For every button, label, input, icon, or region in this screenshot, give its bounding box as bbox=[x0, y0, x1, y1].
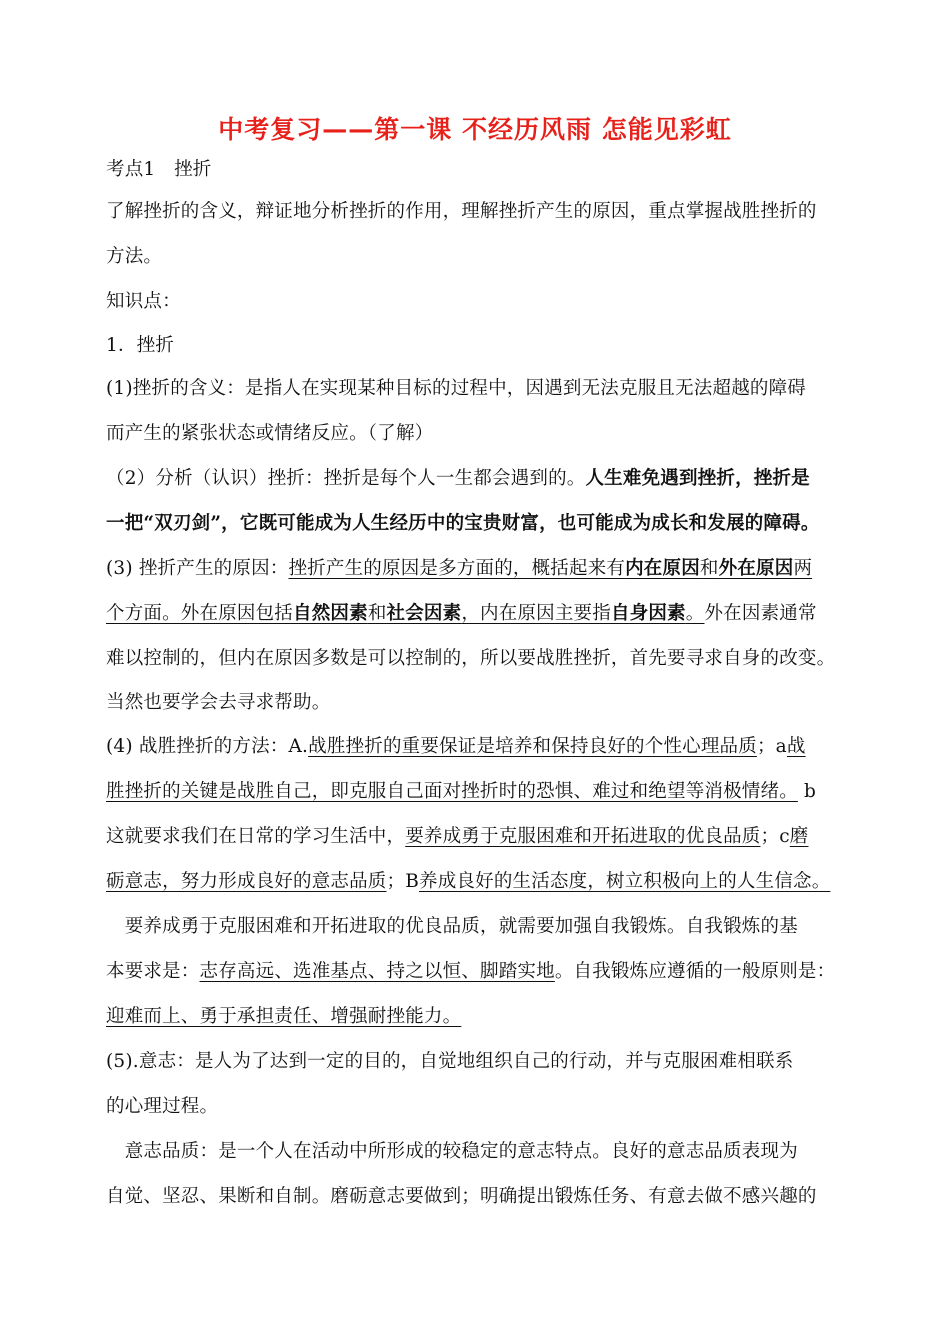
s4-line-4 bbox=[106, 869, 866, 895]
s2-bold-text: 人生难免遇到挫折，挫折是 bbox=[585, 468, 810, 489]
p5-line-1: 要养成勇于克服困难和开拓进取的优良品质，就需要加强自我锻炼。自我锻炼的基 bbox=[106, 916, 798, 937]
s3-line-1 bbox=[106, 556, 866, 582]
s3-line-4: 当然也要学会去寻求帮助。 bbox=[106, 692, 331, 713]
s4-line-1 bbox=[106, 734, 866, 760]
s3-l2-text-h: 外在因素通常 bbox=[704, 603, 817, 624]
s3-two: 两 bbox=[793, 558, 813, 579]
s3-l2-text-a: 个方面。外在原因包括 bbox=[106, 603, 294, 624]
s3-bold-social: 社会因素 bbox=[386, 603, 462, 624]
intro-line-1: 了解挫折的含义，辩证地分析挫折的作用，理解挫折产生的原因，重点掌握战胜挫折的 bbox=[106, 201, 817, 222]
s3-and: 和 bbox=[699, 558, 719, 579]
s1-line-1: (1)挫折的含义：是指人在实现某种目标的过程中，因遇到无法克服且无法超越的障碍 bbox=[106, 378, 807, 399]
s3-l2-text-e: ，内在原因主要指 bbox=[461, 603, 611, 624]
s3-label: (3) 挫折产生的原因： bbox=[106, 558, 289, 579]
s2-line-2: 一把“双刃剑”，它既可能成为人生经历中的宝贵财富，也可能成为成长和发展的障碍。 bbox=[106, 513, 820, 534]
s4-sep-b: b bbox=[797, 781, 817, 802]
p6-line-1: 意志品质：是一个人在活动中所形成的较稳定的意志特点。良好的意志品质表现为 bbox=[106, 1141, 798, 1162]
s4-underlined-b-start: 战 bbox=[786, 736, 806, 757]
s4-sep-a: ；a bbox=[756, 736, 787, 757]
s4-line-2 bbox=[106, 779, 866, 805]
s3-underlined-text: 挫折产生的原因是多方面的，概括起来有 bbox=[288, 558, 626, 579]
p6-line-2: 自觉、坚忍、果断和自制。磨砺意志要做到；明确提出锻炼任务、有意去做不感兴趣的 bbox=[106, 1186, 817, 1207]
s4-sep-c: ；c bbox=[760, 826, 790, 847]
s4-label: (4) 战胜挫折的方法：A. bbox=[106, 736, 309, 757]
p5-line-3: 迎难而上、勇于承担责任、增强耐挫能力。 bbox=[106, 1006, 462, 1027]
intro-line-2: 方法。 bbox=[106, 246, 163, 267]
s3-bold-outer-cause: 外在原因 bbox=[718, 558, 794, 579]
s4-underlined-d-start: 磨 bbox=[789, 826, 809, 847]
p5-line-2 bbox=[106, 959, 866, 985]
zhishidian-label: 知识点： bbox=[106, 291, 181, 312]
s4-underlined-c: 要养成勇于克服困难和开拓进取的优良品质 bbox=[405, 826, 761, 847]
p5-l2-c: 。自我锻炼应遵循的一般原则是： bbox=[554, 961, 836, 982]
kaodian-heading: 考点1 挫折 bbox=[106, 159, 212, 180]
s5-line-1: (5).意志：是人为了达到一定的目的，自觉地组织自己的行动，并与克服困难相联系 bbox=[106, 1051, 794, 1072]
s4-underlined-b: 胜挫折的关键是战胜自己，即克服自己面对挫折时的恐惧、难过和绝望等消极情绪。 bbox=[106, 781, 798, 802]
s3-bold-self: 自身因素 bbox=[610, 603, 686, 624]
s3-l2-text-c: 和 bbox=[367, 603, 387, 624]
section-1-heading: 1．挫折 bbox=[106, 335, 175, 356]
s2-line-1 bbox=[106, 466, 866, 492]
p5-underlined-requirements: 志存高远、选准基点、持之以恒、脚踏实地 bbox=[199, 961, 555, 982]
s3-line-2 bbox=[106, 601, 866, 627]
s4-l3-text: 这就要求我们在日常的学习生活中， bbox=[106, 826, 406, 847]
s4-underlined-e: 养成良好的生活态度，树立积极向上的人生信念。 bbox=[419, 871, 831, 892]
s3-bold-natural: 自然因素 bbox=[293, 603, 368, 624]
s1-line-2: 而产生的紧张状态或情绪反应。（了解） bbox=[106, 423, 434, 444]
s4-sep-d: ；B bbox=[386, 871, 420, 892]
page-title: 中考复习——第一课 不经历风雨 怎能见彩虹 bbox=[218, 115, 732, 144]
s3-bold-inner-cause: 内在原因 bbox=[625, 558, 700, 579]
s5-line-2: 的心理过程。 bbox=[106, 1096, 219, 1117]
s3-l2-text-g: 。 bbox=[685, 603, 705, 624]
s2-plain-text: （2）分析（认识）挫折：挫折是每个人一生都会遇到的。 bbox=[106, 468, 586, 489]
p5-l2-a: 本要求是： bbox=[106, 961, 200, 982]
s4-underlined-a: 战胜挫折的重要保证是培养和保持良好的个性心理品质 bbox=[308, 736, 757, 757]
s3-line-3: 难以控制的，但内在原因多数是可以控制的，所以要战胜挫折，首先要寻求自身的改变。 bbox=[106, 648, 836, 669]
s4-underlined-d: 砺意志，努力形成良好的意志品质 bbox=[106, 871, 387, 892]
s4-line-3 bbox=[106, 824, 866, 850]
